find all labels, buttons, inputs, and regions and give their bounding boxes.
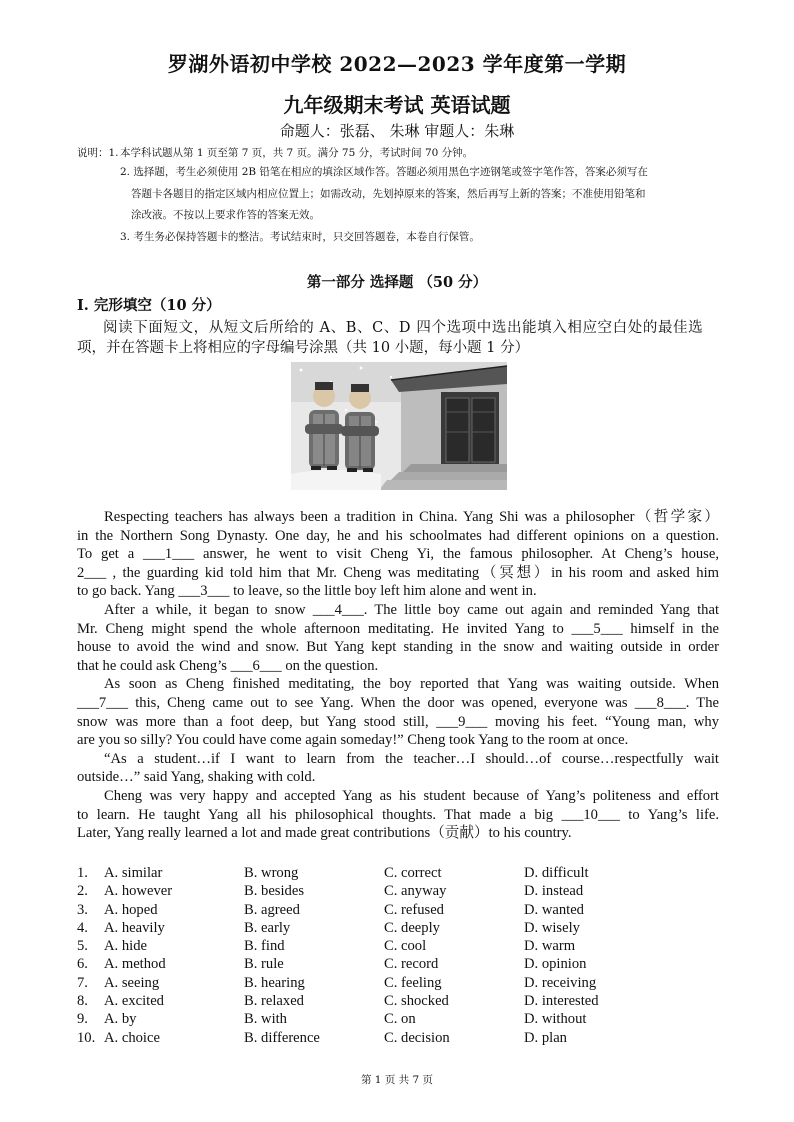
option-d: D. interested (524, 993, 599, 1010)
passage-line: As soon as Cheng finished meditating, the boy reported that Yang was waiting outside. When (104, 676, 719, 693)
question-row (77, 901, 717, 919)
question-row (77, 992, 717, 1010)
question-number: 10. (77, 1029, 96, 1046)
question-number: 9. (77, 1011, 88, 1028)
passage-line: house to avoid the wind and snow. But Yang kept standing in the snow and waiting outside in order (77, 639, 719, 656)
option-b: B. relaxed (244, 993, 304, 1010)
option-c: C. feeling (384, 974, 442, 991)
school-title: 罗湖外语初中学校 2022—2023 学年度第一学期 (167, 52, 627, 76)
option-a: A. however (104, 883, 173, 900)
option-c: C. refused (384, 901, 444, 918)
note-2: 2. 选择题，考生必须使用 2B 铅笔在相应的填涂区域作答。答题必须用黑色字迹钢笔或签字笔作答，答案必须写在 (120, 166, 648, 178)
note-2-end: 涂改液。不按以上要求作答的答案无效。 (131, 209, 320, 221)
passage-line: Cheng was very happy and accepted Yang as his student because of Yang’s politeness and effort (104, 787, 719, 804)
option-d: D. plan (524, 1029, 567, 1046)
passage-line: snow was more than a foot deep, but Yang stood still, ___9___ moving his feet. “Young man, why (77, 713, 719, 730)
passage-line: are you so silly? You could have come again someday!” Cheng took Yang to the room at once. (77, 732, 629, 749)
option-c: C. record (384, 956, 439, 973)
passage-line: outside…” said Yang, shaking with cold. (77, 769, 316, 786)
question-number: 7. (77, 974, 88, 991)
page-footer: 第 1 页 共 7 页 (360, 1074, 434, 1086)
note-3: 3. 考生务必保持答题卡的整洁。考试结束时，只交回答题卷，本卷自行保管。 (120, 231, 480, 243)
question-number: 1. (77, 865, 88, 881)
option-b: B. with (244, 1011, 287, 1028)
passage-line: ___7___ this, Cheng came out to see Yang. When the door was opened, everyone was ___8___. The (77, 694, 719, 711)
question-number: 4. (77, 919, 88, 936)
answer-options (77, 864, 717, 1047)
question-number: 3. (77, 901, 88, 918)
section-instruction-continued: 项，并在答题卡上将相应的字母编号涂黑（共 10 小题，每小题 1 分） (77, 340, 530, 356)
option-c: C. cool (384, 938, 427, 955)
option-d: D. difficult (524, 865, 589, 881)
passage-line: Later, Yang really learned a lot and made great contributions（贡献）to his country. (77, 825, 572, 842)
option-d: D. warm (524, 938, 576, 955)
option-c: C. correct (384, 865, 442, 881)
question-number: 6. (77, 956, 88, 973)
question-row (77, 1029, 717, 1047)
exam-authors: 命题人：张磊、 朱琳 审题人：朱琳 (279, 122, 515, 140)
option-b: B. rule (244, 956, 284, 973)
option-c: C. shocked (384, 993, 449, 1010)
passage-line: Mr. Cheng might spend the whole afternoon meditating. He invited Yang to ___5___ himself in the (77, 620, 719, 637)
option-b: B. find (244, 938, 285, 955)
passage-line: To get a ___1___ answer, he went to visit Cheng Yi, the famous philosopher. At Cheng’s house, (77, 546, 719, 563)
option-a: A. choice (104, 1029, 160, 1046)
passage-line: in the Northern Song Dynasty. One day, he and his schoolmates had different opinions on a question. (77, 527, 719, 544)
option-d: D. wisely (524, 919, 580, 936)
option-b: B. early (244, 919, 291, 936)
question-row (77, 864, 717, 882)
passage-line: that he could ask Cheng’s ___6___ on the question. (77, 657, 379, 674)
passage-line: “As a student…if I want to learn from the teacher…I should…of course…respectfully wait (104, 750, 719, 767)
question-row (77, 955, 717, 973)
question-row (77, 974, 717, 992)
question-row (77, 937, 717, 955)
option-d: D. opinion (524, 956, 587, 973)
option-c: C. on (384, 1011, 416, 1028)
reading-passage (77, 508, 719, 843)
question-row (77, 882, 717, 900)
option-d: D. instead (524, 883, 584, 900)
option-a: A. seeing (104, 974, 160, 991)
option-d: D. receiving (524, 974, 597, 991)
section-instruction: 阅读下面短文，从短文后所给的 A、B、C、D 四个选项中选出能填入相应空白处的最佳选 (103, 320, 704, 336)
passage-line: Respecting teachers has always been a tradition in China. Yang Shi was a philosopher（哲学家） (104, 509, 719, 525)
option-a: A. hide (104, 938, 147, 955)
passage-line: to go back. Yang ___3___ to leave, so the little boy left him alone and went in. (77, 583, 537, 600)
passage-line: to learn. He taught Yang all his philosophical thoughts. That made a big ___10___ to Yang’s life. (77, 806, 719, 823)
passage-line: After a while, it began to snow ___4___. The little boy came out again and reminded Yang that (104, 601, 719, 618)
note-2-continued: 答题卡各题目的指定区域内相应位置上；如需改动，先划掉原来的答案，然后再写上新的答案；不准使用铅笔和 (131, 188, 646, 200)
option-b: B. hearing (244, 974, 305, 991)
section-heading: I. 完形填空（10 分） (77, 297, 221, 314)
option-b: B. difference (244, 1029, 320, 1046)
exam-title: 九年级期末考试 英语试题 (283, 93, 511, 117)
option-c: C. deeply (384, 919, 440, 936)
question-row (77, 919, 717, 937)
option-c: C. decision (384, 1029, 450, 1046)
option-d: D. wanted (524, 901, 584, 918)
option-b: B. besides (244, 883, 304, 900)
passage-line: 2___ , the guarding kid told him that Mr. Cheng was meditating（冥想）in his room and asked him (77, 564, 719, 581)
option-c: C. anyway (384, 883, 447, 900)
part-heading: 第一部分 选择题 （50 分） (306, 274, 488, 291)
notes-label: 说明：1. (77, 147, 119, 159)
option-a: A. excited (104, 993, 164, 1010)
option-d: D. without (524, 1011, 587, 1028)
question-number: 8. (77, 993, 88, 1010)
option-a: A. method (104, 956, 166, 973)
story-illustration (291, 362, 507, 490)
option-a: A. hoped (104, 901, 158, 918)
option-a: A. by (104, 1011, 137, 1028)
note-1: 本学科试题从第 1 页至第 7 页，共 7 页。满分 75 分，考试时间 70 分钟。 (120, 147, 474, 159)
question-row (77, 1010, 717, 1028)
question-number: 2. (77, 883, 88, 900)
question-number: 5. (77, 938, 88, 955)
option-b: B. wrong (244, 865, 299, 881)
option-a: A. heavily (104, 919, 165, 936)
option-b: B. agreed (244, 901, 300, 918)
option-a: A. similar (104, 865, 163, 881)
